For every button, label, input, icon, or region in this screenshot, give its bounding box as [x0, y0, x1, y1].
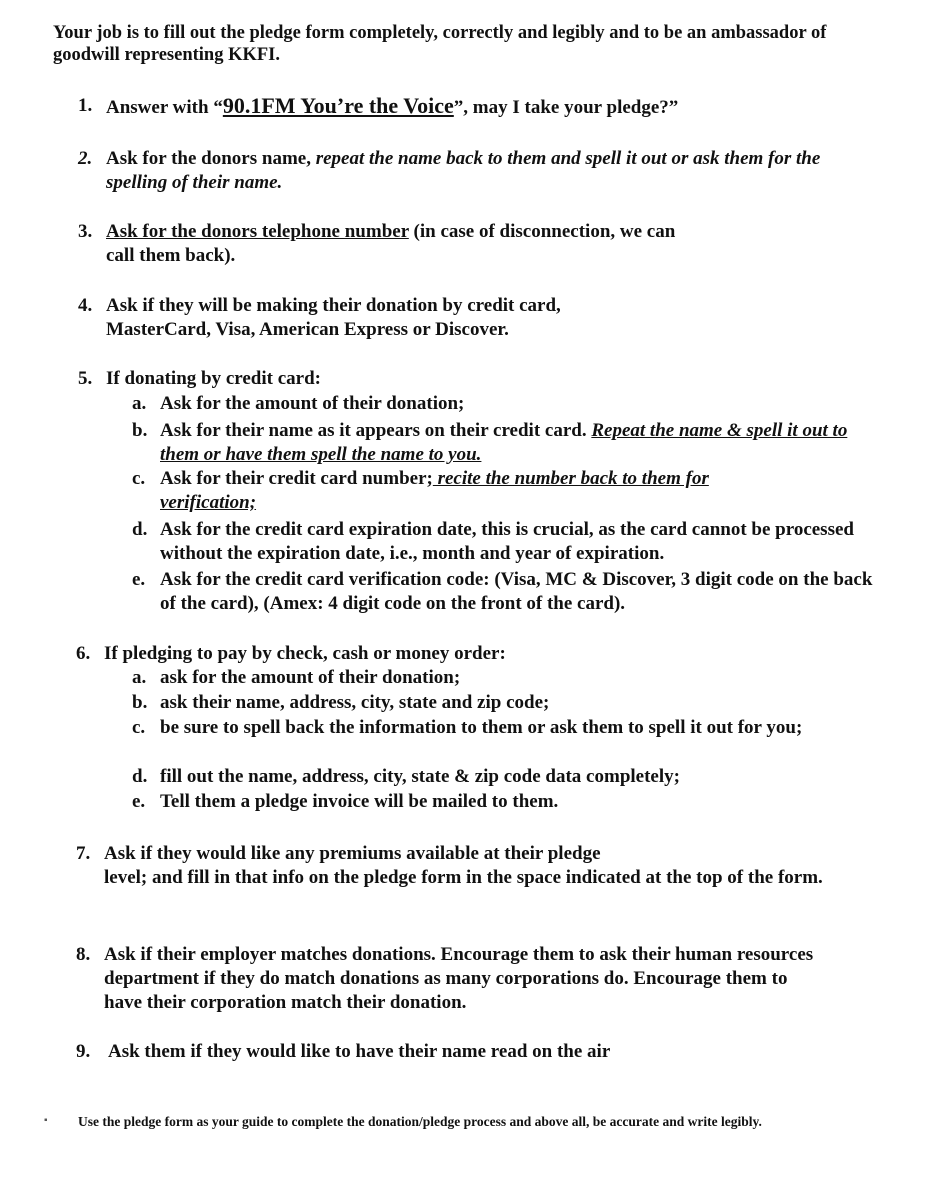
list-item-7: [76, 842, 876, 890]
subitem-text: Ask for the credit card verification code: (Visa, MC & Discover, 3 digit code on the back of the card), (Amex: 4 digit code on the front of the card).: [160, 569, 873, 614]
subitem-letter: c.: [132, 468, 146, 489]
list-item-9: [76, 1040, 876, 1064]
item4-line2: MasterCard, Visa, American Express or Discover.: [106, 319, 509, 340]
footer-note: Use the pledge form as your guide to complete the donation/pledge process and above all, be accurate and write legibly.: [78, 1114, 762, 1129]
item-number: 3.: [78, 221, 93, 242]
list-item-3: [78, 220, 698, 268]
item8-text: Ask if their employer matches donations. Encourage them to ask their human resources department if they do match donations as many corporations do. Encourage them to have their corporation match their donation.: [104, 944, 814, 1013]
subitem-letter: b.: [132, 420, 148, 441]
item-number: 9.: [76, 1041, 91, 1062]
subitem-letter: e.: [132, 791, 146, 812]
item1-suffix: ”, may I take your pledge?”: [453, 97, 679, 118]
subitem-6a: [132, 666, 877, 690]
list-item-8: [76, 943, 821, 1015]
subitem-letter: e.: [132, 569, 146, 590]
item3-text: (in case of disconnection, we can call them back).: [106, 221, 676, 266]
item2-italic-text: repeat the name back to them and spell it out or ask them for the spelling of their name.: [106, 148, 821, 193]
subitem-5a: [132, 392, 877, 416]
subitem-5e: [132, 568, 877, 616]
subitem-6c: [132, 716, 877, 740]
subitem-5d: [132, 518, 877, 566]
item7-line2: level; and fill in that info on the pledge form in the space indicated at the top of the form.: [104, 867, 823, 888]
subitem-text: ask for the amount of their donation;: [160, 667, 461, 688]
subitem-text: ask their name, address, city, state and zip code;: [160, 692, 550, 713]
intro-paragraph: Your job is to fill out the pledge form completely, correctly and legibly and to be an ambassador of goodwill representing KKFI.: [53, 23, 827, 65]
subitem-letter: b.: [132, 692, 148, 713]
subitem-6b: [132, 691, 877, 715]
item7-line1: Ask if they would like any premiums available at their pledge: [104, 843, 601, 864]
subitem-5b: [132, 419, 877, 467]
item-number: 2.: [78, 148, 93, 169]
list-item-6: [76, 642, 876, 666]
subitem-6d: [132, 765, 877, 789]
subitem-text: fill out the name, address, city, state & zip code data completely;: [160, 766, 680, 787]
item-number: 7.: [76, 843, 91, 864]
item-number: 8.: [76, 944, 91, 965]
subitem-italic-text: Repeat the name & spell it out to them or have them spell the name to you.: [160, 420, 848, 465]
item4-line1: Ask if they will be making their donation by credit card,: [106, 295, 561, 316]
subitem-italic-text: recite the number back to them for verification;: [160, 468, 709, 513]
subitem-5c: [132, 467, 792, 515]
item1-prefix: Answer with “: [106, 97, 223, 118]
subitem-text: Ask for their credit card number;: [160, 468, 433, 489]
station-slogan: 90.1FM You’re the Voice: [222, 93, 454, 118]
list-item-1: [78, 94, 878, 120]
item-number: 4.: [78, 295, 93, 316]
list-item-4: [78, 294, 878, 342]
list-item-5: [78, 367, 878, 391]
item-number: 1.: [78, 95, 93, 116]
item2-text: Ask for the donors name,: [106, 148, 316, 169]
subitem-letter: d.: [132, 766, 148, 787]
list-item-2: [78, 147, 878, 195]
subitem-letter: a.: [132, 393, 147, 414]
item-number: 6.: [76, 643, 91, 664]
subitem-text: Ask for the amount of their donation;: [160, 393, 465, 414]
subitem-text: Tell them a pledge invoice will be mailed to them.: [160, 791, 559, 812]
subitem-text: Ask for their name as it appears on their credit card.: [160, 420, 592, 441]
scan-speck-icon: ▪: [44, 1115, 48, 1126]
subitem-6e: [132, 790, 877, 814]
subitem-text: be sure to spell back the information to them or ask them to spell it out for you;: [160, 717, 803, 738]
subitem-letter: c.: [132, 717, 146, 738]
item6-text: If pledging to pay by check, cash or money order:: [104, 643, 506, 664]
item-number: 5.: [78, 368, 93, 389]
subitem-letter: a.: [132, 667, 147, 688]
item9-text: Ask them if they would like to have their name read on the air: [108, 1041, 611, 1062]
subitem-letter: d.: [132, 519, 148, 540]
item5-text: If donating by credit card:: [106, 368, 321, 389]
item3-underlined-text: Ask for the donors telephone number: [106, 221, 409, 242]
subitem-text: Ask for the credit card expiration date, this is crucial, as the card cannot be processed without the expiration date, i.e., month and year of expiration.: [160, 519, 854, 564]
